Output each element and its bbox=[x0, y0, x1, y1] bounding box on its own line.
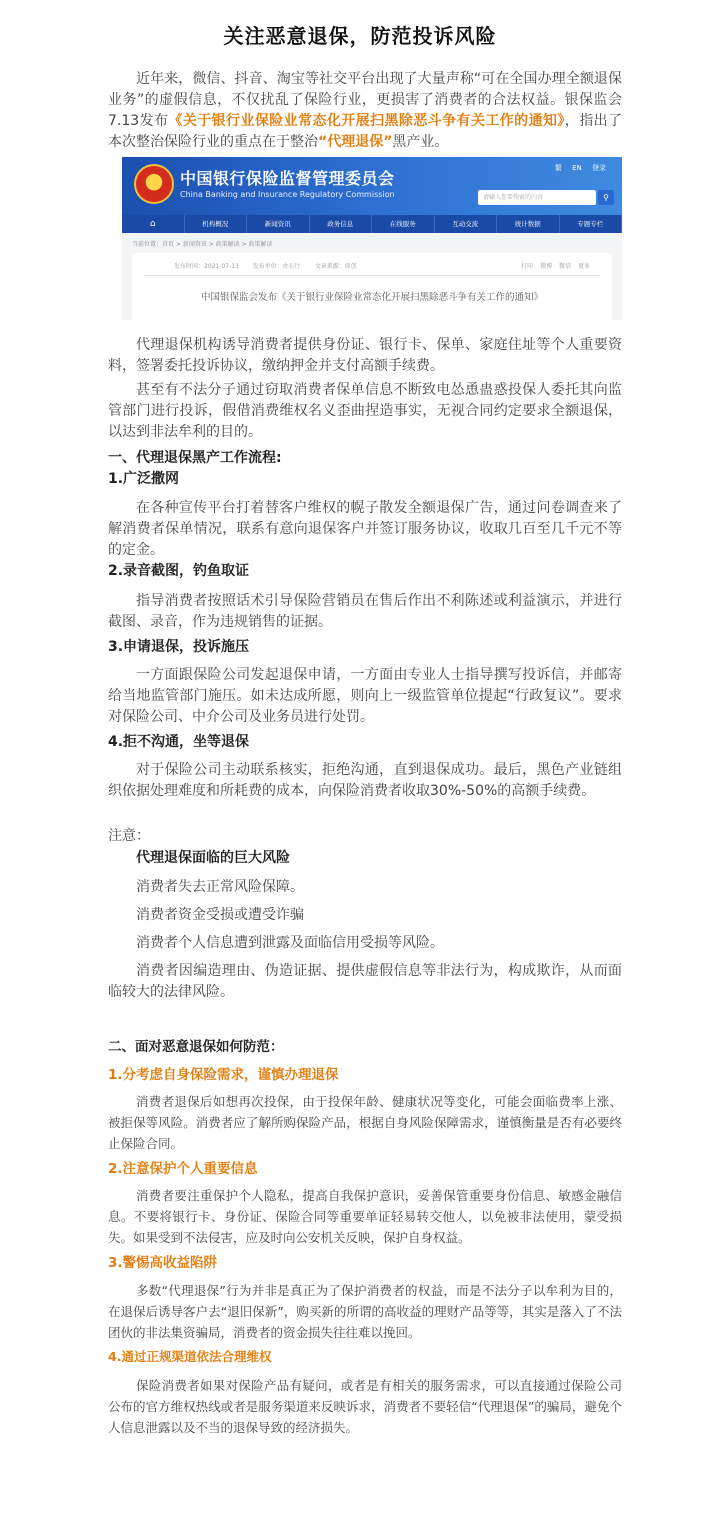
risk-text: 消费者资金受损或遭受诈骗 bbox=[136, 907, 304, 923]
note-label bbox=[108, 826, 622, 846]
tip-4-text bbox=[108, 1375, 622, 1438]
risk-item-1 bbox=[108, 877, 622, 897]
language-links bbox=[547, 163, 606, 173]
risk-item-2 bbox=[108, 905, 622, 925]
article-title: 中国银保监会发布《关于银行业保险业常态化开展扫黑除恶斗争有关工作的通知》 bbox=[200, 292, 543, 303]
intro-part3: 黑产业。 bbox=[392, 134, 449, 150]
note-text: 注意： bbox=[108, 828, 150, 844]
step-1-text bbox=[108, 498, 622, 561]
share-actions bbox=[516, 261, 590, 270]
home-icon: ⌂ bbox=[122, 215, 185, 233]
article-origin: 文章来源：原创 bbox=[314, 263, 357, 270]
lang-link-en: EN bbox=[572, 164, 582, 172]
nav-item: 在线服务 bbox=[372, 215, 435, 233]
publish-source: 发布单位：办公厅 bbox=[252, 263, 301, 270]
tip-3-label bbox=[108, 1253, 622, 1273]
risk-text: 消费者失去正常风险保障。 bbox=[136, 879, 304, 895]
step-label: 4.拒不沟通，坐等退保 bbox=[108, 734, 250, 750]
site-nav bbox=[122, 215, 622, 233]
tip-2-label bbox=[108, 1159, 622, 1179]
tip-text: 消费者退保后如想再次投保，由于投保年龄、健康状况等变化，可能会面临费率上涨、被拒保等风险。消费者应了解所购保险产品，根据自身风险保障需求，谨慎衡量是否有必要终止保险合同。 bbox=[108, 1094, 622, 1151]
national-emblem-icon: ★ bbox=[134, 164, 174, 204]
site-search-input: 请输入您要搜索的内容 bbox=[478, 190, 596, 205]
paragraph-2 bbox=[108, 380, 622, 443]
tip-text: 保险消费者如果对保险产品有疑问，或者是有相关的服务需求，可以直接通过保险公司公布的官方维权热线或者是服务渠道来反映诉求，消费者不要轻信“代理退保”的骗局，避免个人信息泄露以及不当的退保导致的经济损失。 bbox=[108, 1378, 622, 1435]
step-text: 指导消费者按照话术引导保险营销员在售后作出不利陈述或利益演示，并进行截图、录音，作为违规销售的证据。 bbox=[108, 593, 622, 630]
step-text: 对于保险公司主动联系核实，拒绝沟通，直到退保成功。最后，黑色产业链组织依据处理难度和所耗费的成本，向保险消费者收取30%-50%的高额手续费。 bbox=[108, 762, 622, 799]
paragraph-1 bbox=[108, 335, 622, 377]
step-text: 在各种宣传平台打着替客户维权的幌子散发全额退保广告，通过问卷调查来了解消费者保单情况，联系有意向退保客户并签订服务协议，收取几百至几千元不等的定金。 bbox=[108, 500, 622, 558]
step-label: 2.录音截图，钓鱼取证 bbox=[108, 563, 250, 579]
risk-heading: 代理退保面临的巨大风险 bbox=[136, 850, 290, 866]
step-1-label bbox=[108, 469, 622, 489]
step-2-text bbox=[108, 591, 622, 633]
tip-text: 消费者要注重保护个人隐私，提高自我保护意识，妥善保管重要身份信息、敏感金融信息。不要将银行卡、身份证、保险合同等重要单证轻易转交他人，以免被非法使用，蒙受损失。如果受到不法侵害，应及时向公安机关反映，保护自身权益。 bbox=[108, 1188, 622, 1245]
magnifier-icon: ⚲ bbox=[598, 190, 614, 205]
weibo-link: 微博 bbox=[540, 263, 553, 270]
org-name-en: China Banking and Insurance Regulatory Commission bbox=[180, 190, 395, 199]
step-3-label bbox=[108, 637, 622, 657]
section-heading: 一、代理退保黑产工作流程: bbox=[108, 450, 282, 466]
step-text: 一方面跟保险公司发起退保申请，一方面由专业人士指导撰写投诉信，并邮寄给当地监管部门施压。如未达成所愿，则向上一级监管单位提起“行政复议”。要求对保险公司、中介公司及业务员进行处罚。 bbox=[108, 667, 622, 725]
keyword-highlight: “代理退保” bbox=[318, 134, 393, 150]
page-title: 关注恶意退保，防范投诉风险 bbox=[223, 24, 497, 48]
nav-item: 新闻资讯 bbox=[247, 215, 310, 233]
step-4-text bbox=[108, 760, 622, 802]
site-header bbox=[122, 157, 622, 215]
intro-paragraph bbox=[108, 69, 622, 153]
article-meta bbox=[174, 261, 369, 270]
regulator-website-screenshot bbox=[122, 157, 622, 320]
publish-date: 发布时间：2021-07-13 bbox=[174, 263, 239, 270]
step-label: 1.广泛撒网 bbox=[108, 471, 180, 487]
tip-text: 多数“代理退保”行为并非是真正为了保护消费者的权益，而是不法分子以牟利为目的，在退保后诱导客户去“退旧保新”，购买新的所谓的高收益的理财产品等等，其实是落入了不法团伙的非法集资骗局，消费者的资金损失往往难以挽回。 bbox=[108, 1283, 622, 1340]
step-2-label bbox=[108, 561, 622, 581]
step-label: 3.申请退保，投诉施压 bbox=[108, 639, 250, 655]
nav-item: 机构概况 bbox=[185, 215, 248, 233]
tip-3-text bbox=[108, 1280, 622, 1343]
login-link: 登录 bbox=[592, 164, 606, 172]
lang-link-traditional: 繁 bbox=[554, 164, 562, 172]
wechat-link: 微信 bbox=[559, 263, 572, 270]
paragraph-text: 代理退保机构诱导消费者提供身份证、银行卡、保单、家庭住址等个人重要资料，签署委托投诉协议，缴纳押金并支付高额手续费。 bbox=[108, 337, 622, 374]
nav-item: 互动交流 bbox=[435, 215, 498, 233]
tip-label: 3.警惕高收益陷阱 bbox=[108, 1255, 218, 1271]
divider bbox=[144, 275, 600, 276]
org-name-cn: 中国银行保险监督管理委员会 bbox=[180, 169, 395, 188]
tip-1-label bbox=[108, 1065, 622, 1085]
nav-item: 政务信息 bbox=[310, 215, 373, 233]
risk-item-3 bbox=[108, 933, 622, 953]
article-panel bbox=[132, 253, 612, 320]
more-link: 更多 bbox=[577, 263, 590, 270]
print-link: 打印 bbox=[521, 263, 534, 270]
tip-label: 2.注意保护个人重要信息 bbox=[108, 1161, 258, 1177]
step-4-label bbox=[108, 732, 622, 752]
paragraph-text: 甚至有不法分子通过窃取消费者保单信息不断致电怂恿蛊惑投保人委托其向监管部门进行投诉，假借消费维权名义歪曲捏造事实，无视合同约定要求全额退保，以达到非法牟利的目的。 bbox=[108, 382, 622, 440]
risk-text: 消费者个人信息遭到泄露及面临信用受损等风险。 bbox=[136, 935, 444, 951]
section-heading: 二、面对恶意退保如何防范： bbox=[108, 1039, 284, 1055]
section-1-heading bbox=[108, 448, 622, 468]
tip-1-text bbox=[108, 1091, 622, 1154]
nav-item: 专题专栏 bbox=[560, 215, 623, 233]
section-2-heading bbox=[108, 1037, 622, 1057]
tip-label: 4.通过正规渠道依法合理维权 bbox=[108, 1349, 272, 1364]
risk-title bbox=[108, 848, 622, 868]
nav-item: 统计数据 bbox=[497, 215, 560, 233]
intro-text bbox=[108, 69, 622, 153]
tip-4-label bbox=[108, 1347, 622, 1367]
notice-title-highlight: 《关于银行业保险业常态化开展扫黑除恶斗争有关工作的通知》 bbox=[168, 113, 565, 129]
tip-label: 1.分考虑自身保险需求，谨慎办理退保 bbox=[108, 1067, 339, 1083]
step-3-text bbox=[108, 665, 622, 728]
tip-2-text bbox=[108, 1185, 622, 1248]
intro-part2: ，指出了本次整治保险行业的重点在于整治 bbox=[108, 113, 623, 150]
risk-item-4 bbox=[108, 961, 622, 1003]
risk-text: 消费者因编造理由、伪造证据、提供虚假信息等非法行为，构成欺诈，从而面临较大的法律风险。 bbox=[108, 963, 622, 1000]
breadcrumb: 当前位置：首页 > 新闻资讯 > 政策解读 > 政策解读 bbox=[132, 241, 273, 248]
intro-part1: 近年来，微信、抖音、淘宝等社交平台出现了大量声称“可在全国办理全额退保业务”的虚假信息，不仅扰乱了保险行业，更损害了消费者的合法权益。银保监会7.13发布 bbox=[108, 71, 622, 129]
